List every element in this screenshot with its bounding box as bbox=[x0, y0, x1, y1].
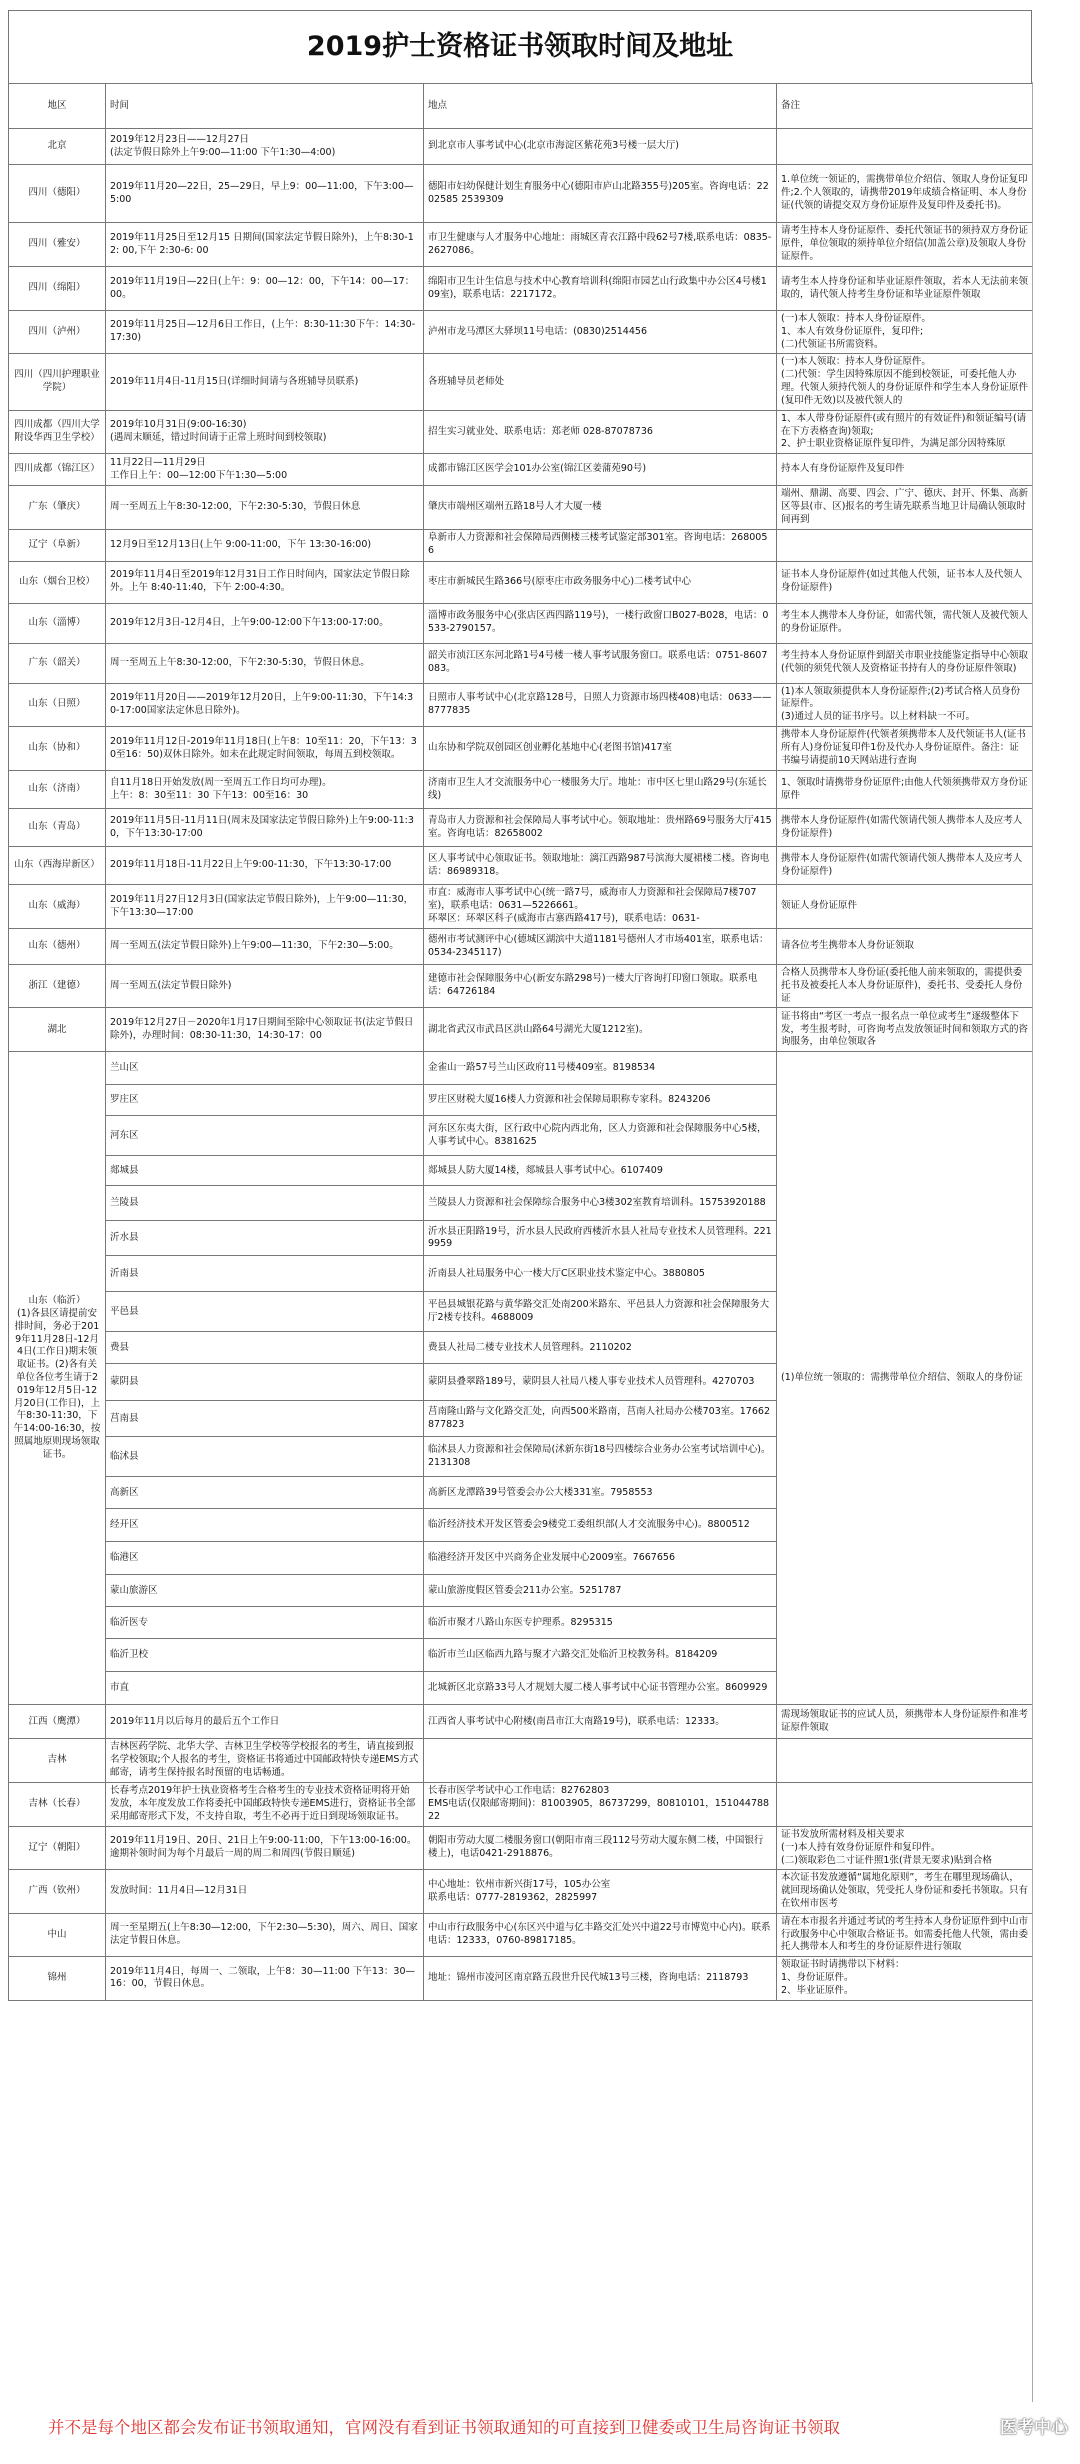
note-cell: 证书发放所需材料及相关要求 (一)本人持有效身份证原件和复印件。 (二)领取彩色二寸证件照1张(背景无要求)贴到合格 bbox=[777, 1826, 1033, 1869]
sheet bbox=[8, 10, 1032, 2001]
address-cell: 临沂市兰山区临西九路与聚才六路交汇处临沂卫校教务科。8184209 bbox=[424, 1639, 777, 1672]
district-cell: 兰陵县 bbox=[106, 1186, 424, 1221]
address-cell: 济南市卫生人才交流服务中心一楼服务大厅。地址：市中区七里山路29号(东延长线) bbox=[424, 771, 777, 809]
sheet-edge-line bbox=[1032, 82, 1039, 2402]
region-cell: 四川（绵阳） bbox=[9, 267, 106, 311]
table-row bbox=[9, 1052, 1033, 1085]
address-cell: 沂水县正阳路19号，沂水县人民政府西楼沂水县人社局专业技术人员管理科。2219959 bbox=[424, 1221, 777, 1256]
note-cell: 1、领取时请携带身份证原件;由他人代领须携带双方身份证原件 bbox=[777, 771, 1033, 809]
address-cell: 沂南县人社局服务中心一楼大厅C区职业技术鉴定中心。3880805 bbox=[424, 1256, 777, 1292]
table-row bbox=[9, 529, 1033, 561]
address-cell: 泸州市龙马潭区大驿坝11号电话：(0830)2514456 bbox=[424, 311, 777, 354]
note-cell: 需现场领取证书的应试人员，须携带本人身份证原件和准考证原件领取 bbox=[777, 1705, 1033, 1739]
page-title: 2019护士资格证书领取时间及地址 bbox=[8, 10, 1032, 83]
region-cell: 四川（德阳） bbox=[9, 165, 106, 223]
district-cell: 高新区 bbox=[106, 1477, 424, 1509]
region-cell: 吉林（长春） bbox=[9, 1782, 106, 1826]
table-row bbox=[9, 1705, 1033, 1739]
district-cell: 经开区 bbox=[106, 1509, 424, 1542]
table-row bbox=[9, 561, 1033, 603]
note-cell: 考生持本人身份证原件到韶关市职业技能鉴定指导中心领取(代领的须凭代领人及资格证书持有人的身份证原件领取) bbox=[777, 643, 1033, 683]
address-cell: 北城新区北京路33号人才规划大厦二楼人事考试中心证书管理办公室。8609929 bbox=[424, 1672, 777, 1705]
footnote: 并不是每个地区都会发布证书领取通知，官网没有看到证书领取通知的可直接到卫健委或卫生局咨询证书领取 bbox=[48, 2418, 840, 2437]
time-cell: 2019年11月25日至12月15 日期间(国家法定节假日除外)，上午8:30-12: 00,下午 2:30-6: 00 bbox=[106, 223, 424, 267]
time-cell: 2019年11月12日-2019年11月18日(上午8：10至11：20，下午13：30至16：50)双休日除外。如未在此规定时间领取，每周五到校领取。 bbox=[106, 727, 424, 771]
time-cell: 2019年11月4日至2019年12月31日工作日时间内，国家法定节假日除外。上午 8:40-11:40，下午 2:00-4:30。 bbox=[106, 561, 424, 603]
address-cell: 到北京市人事考试中心(北京市海淀区紫花苑3号楼一层大厅) bbox=[424, 129, 777, 165]
note-cell: 领取证书时请携带以下材料： 1、身份证原件。 2、毕业证原件。 bbox=[777, 1957, 1033, 2000]
region-cell: 北京 bbox=[9, 129, 106, 165]
table-row bbox=[9, 267, 1033, 311]
district-cell: 兰山区 bbox=[106, 1052, 424, 1085]
district-cell: 罗庄区 bbox=[106, 1085, 424, 1116]
note-cell: 请各位考生携带本人身份证领取 bbox=[777, 929, 1033, 965]
time-cell: 周一至周五上午8:30-12:00，下午2:30-5:30，节假日休息。 bbox=[106, 643, 424, 683]
table-row bbox=[9, 165, 1033, 223]
address-cell: 青岛市人力资源和社会保障局人事考试中心。领取地址：贵州路69号服务大厅415室。咨询电话：82658002 bbox=[424, 809, 777, 847]
note-cell: (一)本人领取：持本人身份证原件。 (二)代领：学生因特殊原因不能到校领证，可委托他人办理。代领人须持代领人的身份证原件和学生本人身份证原件(复印件无效)以及被代领人的 bbox=[777, 354, 1033, 410]
time-cell: 2019年10月31日(9:00-16:30) (遇周末顺延，错过时间请于正常上班时间到校领取) bbox=[106, 410, 424, 453]
time-cell: 2019年11月5日-11月11日(周末及国家法定节假日除外)上午9:00-11:30，下午13:30-17:00 bbox=[106, 809, 424, 847]
time-cell: 周一至星期五(上午8:30—12:00，下午2:30—5:30)，周六、周日、国家法定节假日休息。 bbox=[106, 1913, 424, 1956]
note-cell: 端州、鼎湖、高要、四会、广宁、德庆、封开、怀集、高新区等县(市、区)报名的考生请先联系当地卫计局确认领取时间再到 bbox=[777, 486, 1033, 529]
table-row bbox=[9, 129, 1033, 165]
address-cell: 枣庄市新城民生路366号(原枣庄市政务服务中心)二楼考试中心 bbox=[424, 561, 777, 603]
district-cell: 市直 bbox=[106, 1672, 424, 1705]
time-cell: 2019年11月20—22日，25—29日，早上9：00—11:00，下午3:00—5:00 bbox=[106, 165, 424, 223]
table-row bbox=[9, 1739, 1033, 1782]
address-cell: 日照市人事考试中心(北京路128号，日照人力资源市场四楼408)电话：0633——8777835 bbox=[424, 683, 777, 726]
watermark-text: 医考中心 bbox=[1000, 2417, 1068, 2438]
note-cell: 本次证书发放遵循“属地化原则”，考生在哪里现场确认，就回现场确认处领取，凭受托人身份证和委托书领取。只有在钦州市医考 bbox=[777, 1870, 1033, 1913]
address-cell: 江西省人事考试中心附楼(南昌市江大南路19号)，联系电话：12333。 bbox=[424, 1705, 777, 1739]
district-cell: 沂南县 bbox=[106, 1256, 424, 1292]
region-cell: 湖北 bbox=[9, 1008, 106, 1052]
address-cell: 中心地址：钦州市新兴街17号，105办公室 联系电话：0777-2819362，2825997 bbox=[424, 1870, 777, 1913]
header-address: 地点 bbox=[424, 84, 777, 129]
table-row bbox=[9, 847, 1033, 885]
time-cell: 2019年11月18日-11月22日上午9:00-11:30，下午13:30-17:00 bbox=[106, 847, 424, 885]
address-cell: 罗庄区财税大厦16楼人力资源和社会保障局职称专家科。8243206 bbox=[424, 1085, 777, 1116]
table-row bbox=[9, 1826, 1033, 1869]
address-cell: 长春市医学考试中心工作电话：82762803 EMS电话(仅限邮寄期间)：81003905，86737299，80810101，15104478822 bbox=[424, 1782, 777, 1826]
linyi-time-note: (1)各县区请提前安排时间，务必于2019年11月28日-12月4日(工作日)期末领取证书。(2)各有关单位各位考生请于2019年12月5日-12月20日(工作日)，上午8:30-11:30，下午14:00-16:30，按照属地原则现场领取证书。 bbox=[13, 1307, 101, 1460]
header-row bbox=[9, 84, 1033, 129]
table-row bbox=[9, 771, 1033, 809]
note-cell: (1)本人领取须提供本人身份证原件;(2)考试合格人员身份证原件。 (3)通过人员的证书序号。以上材料缺一不可。 bbox=[777, 683, 1033, 726]
region-cell: 山东（青岛） bbox=[9, 809, 106, 847]
district-cell: 临沂医专 bbox=[106, 1607, 424, 1639]
district-cell: 临沭县 bbox=[106, 1437, 424, 1477]
time-cell: 2019年11月19日、20日、21日上午9:00-11:00，下午13:00-16:00。逾期补领时间为每个月最后一周的周二和周四(节假日顺延) bbox=[106, 1826, 424, 1869]
address-cell: 中山市行政服务中心(东区兴中道与亿丰路交汇处兴中道22号市博览中心内)。联系电话：12333，0760-89817185。 bbox=[424, 1913, 777, 1956]
table-row bbox=[9, 809, 1033, 847]
address-cell: 临沂经济技术开发区管委会9楼党工委组织部(人才交流服务中心)。8800512 bbox=[424, 1509, 777, 1542]
linyi-region-label: 山东（临沂） bbox=[28, 1295, 86, 1307]
time-cell: 11月22日—11月29日 工作日上午：00—12:00下午1:30—5:00 bbox=[106, 454, 424, 486]
table-row bbox=[9, 486, 1033, 529]
region-cell: 四川（泸州） bbox=[9, 311, 106, 354]
time-cell: 2019年11月4日，每周一、二领取，上午8：30—11:00 下午13：30—16：00，节假日休息。 bbox=[106, 1957, 424, 2000]
address-cell: 阜新市人力资源和社会保障局西侧楼三楼考试鉴定部301室。咨询电话：2680056 bbox=[424, 529, 777, 561]
region-cell: 山东（淄博） bbox=[9, 603, 106, 643]
region-cell: 山东（济南） bbox=[9, 771, 106, 809]
table-row bbox=[9, 929, 1033, 965]
table-row bbox=[9, 603, 1033, 643]
linyi-region-cell bbox=[9, 1052, 106, 1705]
region-cell: 山东（日照） bbox=[9, 683, 106, 726]
note-cell bbox=[777, 1782, 1033, 1826]
header-time: 时间 bbox=[106, 84, 424, 129]
district-cell: 平邑县 bbox=[106, 1292, 424, 1332]
address-cell: 蒙山旅游度假区管委会211办公室。5251787 bbox=[424, 1575, 777, 1607]
note-cell bbox=[777, 529, 1033, 561]
address-cell: 蒙阴县叠翠路189号，蒙阴县人社局八楼人事专业技术人员管理科。4270703 bbox=[424, 1364, 777, 1401]
note-cell: 请考生持本人身份证原件、委托代领证书的须持双方身份证原件，单位领取的须持单位介绍信(加盖公章)及领取人身份证原件。 bbox=[777, 223, 1033, 267]
district-cell: 莒南县 bbox=[106, 1401, 424, 1437]
table-row bbox=[9, 1008, 1033, 1052]
address-cell: 河东区东夷大街，区行政中心院内西北角，区人力资源和社会保障服务中心5楼，人事考试中心。8381625 bbox=[424, 1116, 777, 1156]
time-cell: 吉林医药学院、北华大学、吉林卫生学校等学校报名的考生，请直接到报名学校领取;个人报名的考生，资格证书将通过中国邮政特快专递EMS方式邮寄，请考生保持报名时预留的电话畅通。 bbox=[106, 1739, 424, 1782]
district-cell: 临港区 bbox=[106, 1542, 424, 1575]
time-cell: 2019年12月23日——12月27日 (法定节假日除外上午9:00—11:00 下午1:30—4:00) bbox=[106, 129, 424, 165]
watermark bbox=[974, 2408, 1068, 2442]
table-row bbox=[9, 223, 1033, 267]
address-cell: 成都市锦江区医学会101办公室(锦江区姜蒲苑90号) bbox=[424, 454, 777, 486]
table-row bbox=[9, 354, 1033, 410]
note-cell: 请考生本人持身份证和毕业证原件领取，若本人无法前来领取的，请代领人持考生身份证和毕业证原件领取 bbox=[777, 267, 1033, 311]
address-cell: 兰陵县人力资源和社会保障综合服务中心3楼302室教育培训科。15753920188 bbox=[424, 1186, 777, 1221]
table-row bbox=[9, 885, 1033, 929]
address-cell: 韶关市浈江区东河北路1号4号楼一楼人事考试服务窗口。联系电话：0751-8607083。 bbox=[424, 643, 777, 683]
note-cell: 携带本人身份证原件(如需代领请代领人携带本人及应考人身份证原件) bbox=[777, 809, 1033, 847]
table-row bbox=[9, 643, 1033, 683]
time-cell: 发放时间：11月4日—12月31日 bbox=[106, 1870, 424, 1913]
region-cell: 中山 bbox=[9, 1913, 106, 1956]
region-cell: 辽宁（阜新） bbox=[9, 529, 106, 561]
time-cell: 2019年11月20日——2019年12月20日，上午9:00-11:30，下午14:30-17:00国家法定休息日除外)。 bbox=[106, 683, 424, 726]
address-cell: 市直：威海市人事考试中心(统一路7号，威海市人力资源和社会保障局7楼707室)，联系电话：0631—5226661。 环翠区：环翠区科子(威海市古寨西路417号)，联系电话：0631- bbox=[424, 885, 777, 929]
time-cell: 周一至周五(法定节假日除外) bbox=[106, 965, 424, 1008]
time-cell: 长春考点2019年护士执业资格考生合格考生的专业技术资格证明将开始发放，本年度发放工作将委托中国邮政特快专递EMS进行，资格证书全部采用邮寄形式下发，不支持自取，考生不必再于近日到现场领取证书。 bbox=[106, 1782, 424, 1826]
time-cell: 2019年11月4日-11月15日(详细时间请与各班辅导员联系) bbox=[106, 354, 424, 410]
note-cell: 1、本人带身份证原件(或有照片的有效证件)和领证编号(请在下方表格查询)领取; 2、护士职业资格证原件复印件，为满足部分因特殊原 bbox=[777, 410, 1033, 453]
region-cell: 辽宁（朝阳） bbox=[9, 1826, 106, 1869]
address-cell: 各班辅导员老师处 bbox=[424, 354, 777, 410]
header-note: 备注 bbox=[777, 84, 1033, 129]
footer bbox=[0, 2406, 1080, 2446]
note-cell: 携带本人身份证原件(代领者须携带本人及代领证书人(证书所有人)身份证复印件1份及代办人身份证原件。备注：证书编号请提前10天网站进行查询 bbox=[777, 727, 1033, 771]
address-cell: 地址：锦州市凌河区南京路五段世升民代城13号三楼，咨询电话：2118793 bbox=[424, 1957, 777, 2000]
address-cell: 莒南隆山路与文化路交汇处，向西500米路南，莒南人社局办公楼703室。17662877823 bbox=[424, 1401, 777, 1437]
table-row bbox=[9, 1870, 1033, 1913]
district-cell: 沂水县 bbox=[106, 1221, 424, 1256]
address-cell: 山东协和学院双创园区创业孵化基地中心(老图书馆)417室 bbox=[424, 727, 777, 771]
region-cell: 山东（西海岸新区） bbox=[9, 847, 106, 885]
address-cell: 临沂市聚才八路山东医专护理系。8295315 bbox=[424, 1607, 777, 1639]
region-cell: 浙江（建德） bbox=[9, 965, 106, 1008]
region-cell: 江西（鹰潭） bbox=[9, 1705, 106, 1739]
region-cell: 四川成都（锦江区） bbox=[9, 454, 106, 486]
address-cell: 绵阳市卫生计生信息与技术中心教育培训科(绵阳市园艺山行政集中办公区4号楼109室)，联系电话：2217172。 bbox=[424, 267, 777, 311]
table-row bbox=[9, 1782, 1033, 1826]
time-cell: 自11月18日开始发放(周一至周五工作日均可办理)。 上午：8：30至11：30 下午13：00至16：30 bbox=[106, 771, 424, 809]
region-cell: 吉林 bbox=[9, 1739, 106, 1782]
header-region: 地区 bbox=[9, 84, 106, 129]
district-cell: 蒙山旅游区 bbox=[106, 1575, 424, 1607]
note-cell: (一)本人领取：持本人身份证原件。 1、本人有效身份证原件，复印件; (二)代领证书所需资料。 bbox=[777, 311, 1033, 354]
address-cell: 德州市考试测评中心(德城区湖滨中大道1181号德州人才市场401室，联系电话：0534-2345117) bbox=[424, 929, 777, 965]
time-cell: 2019年12月3日-12月4日，上午9:00-12:00下午13:00-17:00。 bbox=[106, 603, 424, 643]
region-cell: 广西（钦州） bbox=[9, 1870, 106, 1913]
time-cell: 2019年11月19日—22日(上午：9：00—12：00，下午14：00—17：00。 bbox=[106, 267, 424, 311]
linyi-note-cell: (1)单位统一领取的：需携带单位介绍信、领取人的身份证 bbox=[777, 1052, 1033, 1705]
region-cell: 山东（烟台卫校） bbox=[9, 561, 106, 603]
address-cell: 招生实习就业处、联系电话：郑老师 028-87078736 bbox=[424, 410, 777, 453]
table-row bbox=[9, 1913, 1033, 1956]
address-cell: 高新区龙潭路39号管委会办公大楼331室。7958553 bbox=[424, 1477, 777, 1509]
table-row bbox=[9, 965, 1033, 1008]
district-cell: 费县 bbox=[106, 1332, 424, 1364]
address-cell: 临港经济开发区中兴商务企业发展中心2009室。7667656 bbox=[424, 1542, 777, 1575]
wechat-logo-icon bbox=[974, 2414, 996, 2436]
region-cell: 四川成都（四川大学附设华西卫生学校） bbox=[9, 410, 106, 453]
district-cell: 河东区 bbox=[106, 1116, 424, 1156]
table-row bbox=[9, 311, 1033, 354]
time-cell: 2019年11月27日12月3日(国家法定节假日除外)，上午9:00—11:30，下午13:30—17:00 bbox=[106, 885, 424, 929]
note-cell: 持本人有身份证原件及复印件 bbox=[777, 454, 1033, 486]
note-cell bbox=[777, 129, 1033, 165]
district-cell: 郯城县 bbox=[106, 1156, 424, 1186]
note-cell: 证书本人身份证原件(如过其他人代领，证书本人及代领人身份证原件) bbox=[777, 561, 1033, 603]
address-cell: 湖北省武汉市武昌区洪山路64号湖光大厦1212室)。 bbox=[424, 1008, 777, 1052]
address-cell: 市卫生健康与人才服务中心地址：雨城区青衣江路中段62号7楼,联系电话：0835-2627086。 bbox=[424, 223, 777, 267]
note-cell: 请在本市报名并通过考试的考生持本人身份证原件到中山市行政服务中心中领取合格证书。如需委托他人代领，需由委托人携带本人和考生的身份证原件进行领取 bbox=[777, 1913, 1033, 1956]
region-cell: 广东（肇庆） bbox=[9, 486, 106, 529]
address-cell: 建德市社会保障服务中心(新安东路298号)一楼大厅咨询打印窗口领取。联系电话：64726184 bbox=[424, 965, 777, 1008]
address-cell: 郯城县人防大厦14楼，郯城县人事考试中心。6107409 bbox=[424, 1156, 777, 1186]
note-cell: 1.单位统一领证的，需携带单位介绍信、领取人身份证复印件;2.个人领取的，请携带2019年成绩合格证明、本人身份证(代领的请提交双方身份证原件及复印件及委托书)。 bbox=[777, 165, 1033, 223]
table-row bbox=[9, 454, 1033, 486]
table-row bbox=[9, 410, 1033, 453]
address-cell: 淄博市政务服务中心(张店区西四路119号)，一楼行政窗口B027-B028，电话：0533-2790157。 bbox=[424, 603, 777, 643]
time-cell: 周一至周五(法定节假日除外)上午9:00—11:30，下午2:30—5:00。 bbox=[106, 929, 424, 965]
address-cell: 德阳市妇幼保健计划生育服务中心(德阳市庐山北路355号)205室。咨询电话：2202585 2539309 bbox=[424, 165, 777, 223]
region-cell: 山东（协和） bbox=[9, 727, 106, 771]
region-cell: 锦州 bbox=[9, 1957, 106, 2000]
note-cell: 携带本人身份证原件(如需代领请代领人携带本人及应考人身份证原件) bbox=[777, 847, 1033, 885]
note-cell: 证书将由“考区一考点一报名点一单位或考生”逐级整体下发，考生报考时，可咨询考点发放领证时间和领取方式的咨询服务，由单位领取各 bbox=[777, 1008, 1033, 1052]
region-cell: 四川（四川护理职业学院） bbox=[9, 354, 106, 410]
time-cell: 2019年11月25日—12月6日工作日，(上午：8:30-11:30下午：14:30-17:30) bbox=[106, 311, 424, 354]
time-cell: 2019年12月27日－2020年1月17日期间至除中心领取证书(法定节假日除外)，办理时间：08:30-11:30，14:30-17：00 bbox=[106, 1008, 424, 1052]
table-row bbox=[9, 683, 1033, 726]
district-cell: 蒙阴县 bbox=[106, 1364, 424, 1401]
note-cell: 考生本人携带本人身份证，如需代领，需代领人及被代领人的身份证原件。 bbox=[777, 603, 1033, 643]
note-cell: 领证人身份证原件 bbox=[777, 885, 1033, 929]
table-row bbox=[9, 727, 1033, 771]
region-cell: 山东（威海） bbox=[9, 885, 106, 929]
district-cell: 临沂卫校 bbox=[106, 1639, 424, 1672]
region-cell: 广东（韶关） bbox=[9, 643, 106, 683]
address-cell: 费县人社局二楼专业技术人员管理科。2110202 bbox=[424, 1332, 777, 1364]
note-cell: 合格人员携带本人身份证(委托他人前来领取的，需提供委托书及被委托人本人身份证原件)，委托书、受委托人身份证 bbox=[777, 965, 1033, 1008]
region-cell: 山东（德州） bbox=[9, 929, 106, 965]
address-cell: 金雀山一路57号兰山区政府11号楼409室。8198534 bbox=[424, 1052, 777, 1085]
address-cell: 朝阳市劳动大厦二楼服务窗口(朝阳市南三段112号劳动大厦东侧二楼，中国银行楼上)，电话0421-2918876。 bbox=[424, 1826, 777, 1869]
address-cell: 区人事考试中心领取证书。领取地址：漓江西路987号滨海大厦裙楼二楼。咨询电话：86989318。 bbox=[424, 847, 777, 885]
table-row bbox=[9, 1957, 1033, 2000]
time-cell: 12月9日至12月13日(上午 9:00-11:00，下午 13:30-16:00) bbox=[106, 529, 424, 561]
time-cell: 2019年11月以后每月的最后五个工作日 bbox=[106, 1705, 424, 1739]
time-cell: 周一至周五上午8:30-12:00，下午2:30-5:30，节假日休息 bbox=[106, 486, 424, 529]
address-cell: 临沭县人力资源和社会保障局(沭新东街18号四楼综合业务办公室考试培训中心)。2131308 bbox=[424, 1437, 777, 1477]
address-cell bbox=[424, 1739, 777, 1782]
certificate-table bbox=[8, 83, 1033, 2001]
address-cell: 肇庆市端州区端州五路18号人才大厦一楼 bbox=[424, 486, 777, 529]
note-cell bbox=[777, 1739, 1033, 1782]
address-cell: 平邑县城银花路与黄华路交汇处南200米路东、平邑县人力资源和社会保障服务大厅2楼专技科。4688009 bbox=[424, 1292, 777, 1332]
region-cell: 四川（雅安） bbox=[9, 223, 106, 267]
